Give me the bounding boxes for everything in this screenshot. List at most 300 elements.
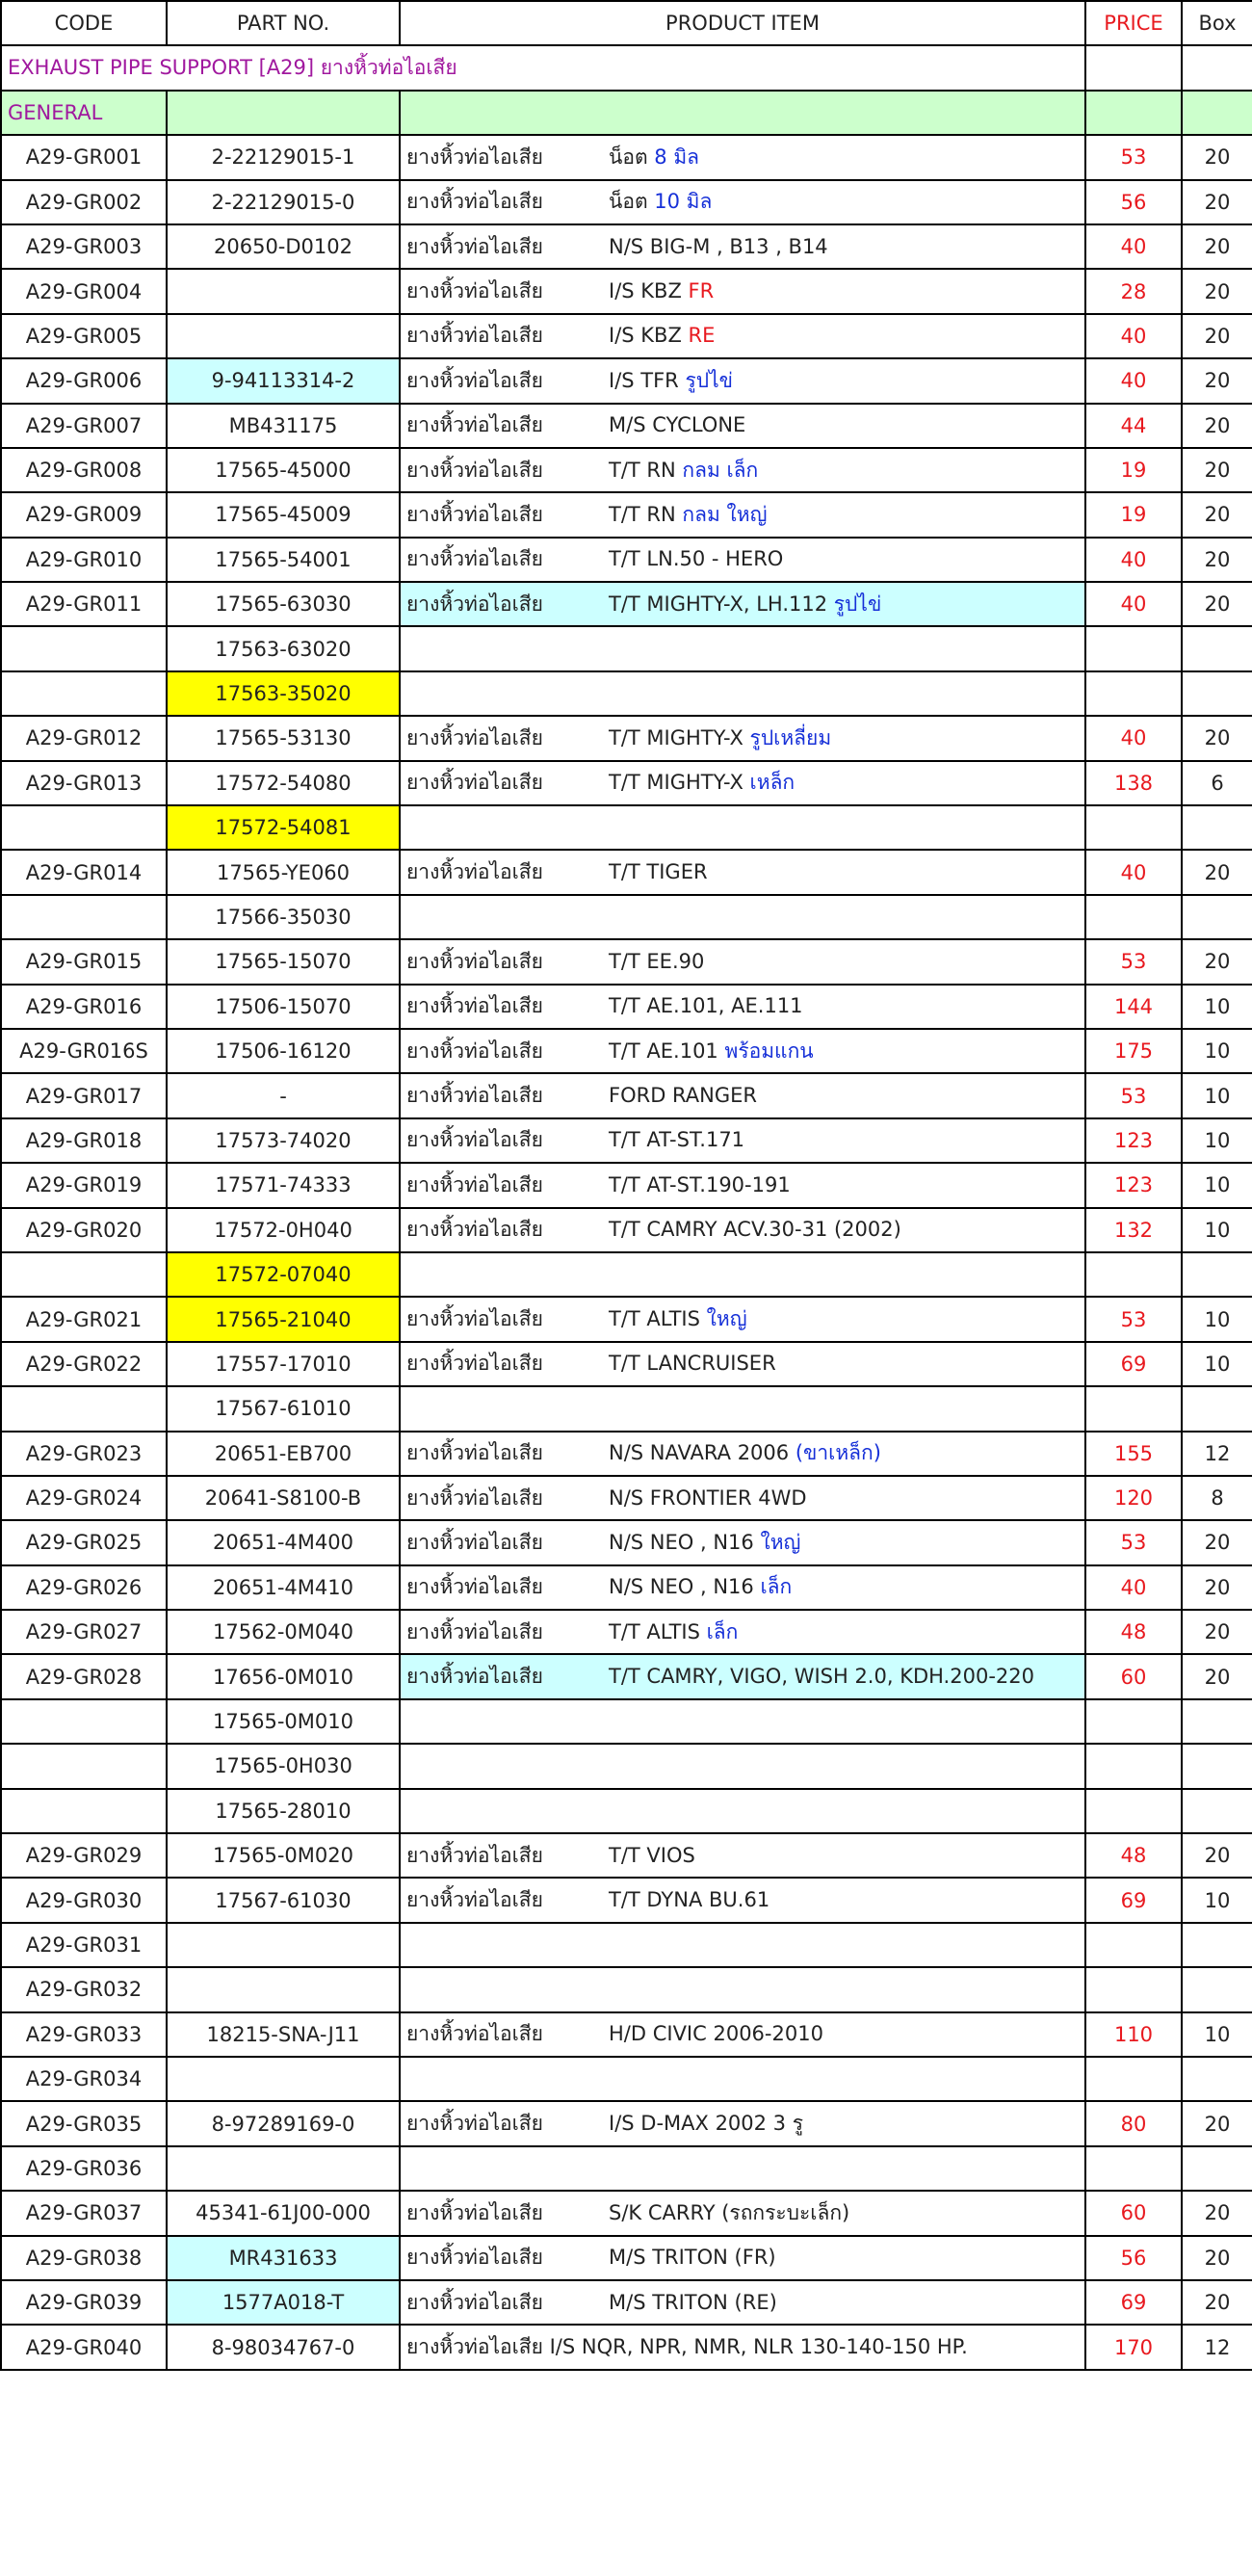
- box-cell: 20: [1182, 850, 1252, 894]
- price-cell: 170: [1085, 2325, 1182, 2369]
- box-cell: [1182, 626, 1252, 670]
- description-text: S/K CARRY (รถกระบะเล็ก): [609, 2200, 850, 2224]
- product-description: [609, 1352, 776, 1375]
- product-name: ยางหิ้วท่อไอเสีย: [406, 2022, 543, 2046]
- table-row: [1, 1654, 1252, 1698]
- product-description: [609, 499, 767, 531]
- part-no-cell: 17565-28010: [167, 1789, 400, 1833]
- code-cell: A29-GR030: [1, 1878, 167, 1922]
- product-item-cell: [400, 1386, 1085, 1431]
- table-row: [1, 1565, 1252, 1610]
- table-row: [1, 1923, 1252, 1967]
- price-cell: 48: [1085, 1610, 1182, 1654]
- code-cell: [1, 805, 167, 850]
- box-cell: [1182, 1967, 1252, 2011]
- part-no-cell: 17565-45009: [167, 492, 400, 537]
- box-cell: [1182, 1252, 1252, 1297]
- price-cell: 40: [1085, 224, 1182, 269]
- product-description: [609, 1888, 769, 1911]
- price-cell: 40: [1085, 358, 1182, 403]
- group-empty-cell: [167, 91, 400, 135]
- product-description: [609, 365, 733, 397]
- code-cell: [1, 1252, 167, 1297]
- price-cell: 155: [1085, 1432, 1182, 1476]
- box-cell: 20: [1182, 1654, 1252, 1698]
- part-no-cell: [167, 269, 400, 313]
- code-cell: A29-GR028: [1, 1654, 167, 1698]
- code-cell: A29-GR031: [1, 1923, 167, 1967]
- product-item-cell: [400, 180, 1085, 224]
- description-text: N/S NAVARA 2006: [609, 1441, 796, 1465]
- table-row: [1, 448, 1252, 492]
- part-no-cell: 17565-0M020: [167, 1833, 400, 1878]
- table-row: [1, 1744, 1252, 1788]
- description-text: T/T MIGHTY-X: [609, 771, 750, 795]
- part-no-cell: 17567-61010: [167, 1386, 400, 1431]
- description-highlight: FR: [688, 279, 715, 303]
- product-name: ยางหิ้วท่อไอเสีย: [406, 324, 543, 348]
- product-item-cell: [400, 1252, 1085, 1297]
- product-item-cell: [400, 1789, 1085, 1833]
- product-description: [609, 1844, 695, 1867]
- box-cell: [1182, 1744, 1252, 1788]
- product-description: [609, 1084, 757, 1107]
- box-cell: 20: [1182, 1565, 1252, 1610]
- code-cell: A29-GR026: [1, 1565, 167, 1610]
- price-cell: 69: [1085, 1878, 1182, 1922]
- product-description: [609, 2108, 803, 2140]
- product-item-cell: [400, 1878, 1085, 1922]
- product-item-cell: [400, 716, 1085, 760]
- box-cell: 20: [1182, 1610, 1252, 1654]
- table-row: [1, 2280, 1252, 2325]
- table-row: [1, 1208, 1252, 1252]
- product-item-cell: [400, 135, 1085, 179]
- table-row: [1, 1878, 1252, 1922]
- product-description: [609, 994, 803, 1017]
- table-row: [1, 224, 1252, 269]
- product-item-cell: [400, 582, 1085, 626]
- part-no-cell: 17572-07040: [167, 1252, 400, 1297]
- code-cell: [1, 1744, 167, 1788]
- product-name: ยางหิ้วท่อไอเสีย: [406, 860, 543, 884]
- price-cell: 53: [1085, 939, 1182, 984]
- product-name: ยางหิ้วท่อไอเสีย: [406, 949, 543, 973]
- product-item-cell: [400, 1432, 1085, 1476]
- product-name: ยางหิ้วท่อไอเสีย: [406, 1352, 543, 1376]
- product-item-cell: [400, 1833, 1085, 1878]
- product-item-cell: [400, 671, 1085, 716]
- product-description: [550, 2335, 968, 2358]
- part-no-cell: 17562-0M040: [167, 1610, 400, 1654]
- part-no-cell: 17566-35030: [167, 895, 400, 939]
- table-row: [1, 2101, 1252, 2145]
- product-item-cell: [400, 985, 1085, 1029]
- part-no-cell: [167, 1967, 400, 2011]
- product-name: ยางหิ้วท่อไอเสีย: [406, 994, 543, 1018]
- box-cell: 20: [1182, 2191, 1252, 2235]
- table-row: [1, 2012, 1252, 2057]
- box-cell: 20: [1182, 538, 1252, 582]
- box-cell: 12: [1182, 1432, 1252, 1476]
- product-description: [609, 235, 828, 258]
- box-cell: 20: [1182, 2101, 1252, 2145]
- box-cell: 20: [1182, 582, 1252, 626]
- part-no-cell: 17567-61030: [167, 1878, 400, 1922]
- product-name: ยางหิ้วท่อไอเสีย: [406, 771, 543, 795]
- description-highlight: กลม ใหญ่: [682, 502, 768, 526]
- part-no-cell: 45341-61J00-000: [167, 2191, 400, 2235]
- product-name: ยางหิ้วท่อไอเสีย: [406, 2246, 543, 2270]
- code-cell: A29-GR019: [1, 1163, 167, 1207]
- product-name: ยางหิ้วท่อไอเสีย: [406, 502, 543, 526]
- box-cell: 6: [1182, 761, 1252, 805]
- box-cell: 10: [1182, 1073, 1252, 1117]
- section-empty-cell: [1182, 45, 1252, 90]
- description-text: T/T DYNA BU.61: [609, 1888, 770, 1912]
- price-cell: 120: [1085, 1476, 1182, 1520]
- code-cell: A29-GR017: [1, 1073, 167, 1117]
- description-text: T/T LANCRUISER: [609, 1352, 776, 1376]
- price-cell: [1085, 1252, 1182, 1297]
- box-cell: 20: [1182, 1833, 1252, 1878]
- part-no-cell: MB431175: [167, 404, 400, 448]
- code-cell: A29-GR022: [1, 1342, 167, 1386]
- part-no-cell: [167, 1923, 400, 1967]
- description-highlight: รูปเหลี่ยม: [749, 725, 832, 749]
- code-cell: A29-GR016S: [1, 1029, 167, 1073]
- product-description: [609, 1128, 744, 1151]
- product-name: ยางหิ้วท่อไอเสีย: [406, 234, 543, 258]
- product-item-cell: [400, 358, 1085, 403]
- product-description: [609, 1665, 1034, 1688]
- part-no-cell: 1577A018-T: [167, 2280, 400, 2325]
- table-row: [1, 716, 1252, 760]
- product-description: [609, 950, 704, 973]
- table-row: [1, 805, 1252, 850]
- code-cell: A29-GR033: [1, 2012, 167, 2057]
- box-cell: [1182, 895, 1252, 939]
- product-name: ยางหิ้วท่อไอเสีย: [406, 1665, 543, 1689]
- product-description: [609, 279, 714, 302]
- product-item-cell: [400, 492, 1085, 537]
- product-description: [609, 2022, 823, 2045]
- table-row: [1, 939, 1252, 984]
- description-text: N/S NEO , N16: [609, 1530, 761, 1554]
- price-cell: 60: [1085, 2191, 1182, 2235]
- box-cell: 20: [1182, 404, 1252, 448]
- product-name: ยางหิ้วท่อไอเสีย: [406, 1441, 543, 1465]
- box-cell: 12: [1182, 2325, 1252, 2369]
- box-cell: [1182, 1699, 1252, 1744]
- part-no-cell: 8-97289169-0: [167, 2101, 400, 2145]
- code-cell: A29-GR001: [1, 135, 167, 179]
- part-no-cell: 17565-21040: [167, 1297, 400, 1341]
- section-title-row: [1, 45, 1252, 90]
- product-description: [609, 1218, 901, 1241]
- product-item-cell: [400, 2146, 1085, 2191]
- price-cell: [1085, 1699, 1182, 1744]
- description-text: น็อต: [609, 145, 655, 169]
- group-title: GENERAL: [1, 91, 167, 135]
- price-cell: 138: [1085, 761, 1182, 805]
- description-text: M/S TRITON (RE): [609, 2290, 777, 2314]
- description-text: T/T MIGHTY-X, LH.112: [609, 591, 834, 616]
- description-highlight: RE: [688, 324, 716, 348]
- price-cell: [1085, 671, 1182, 716]
- product-item-cell: [400, 1163, 1085, 1207]
- code-cell: A29-GR027: [1, 1610, 167, 1654]
- code-cell: A29-GR007: [1, 404, 167, 448]
- price-cell: 53: [1085, 135, 1182, 179]
- table-row: [1, 2236, 1252, 2280]
- code-cell: A29-GR039: [1, 2280, 167, 2325]
- price-cell: 144: [1085, 985, 1182, 1029]
- table-row: [1, 626, 1252, 670]
- part-no-cell: [167, 314, 400, 358]
- box-cell: 20: [1182, 135, 1252, 179]
- product-name: ยางหิ้วท่อไอเสีย: [406, 190, 543, 214]
- product-item-cell: [400, 1610, 1085, 1654]
- description-highlight: เล็ก: [706, 1619, 739, 1643]
- product-description: [609, 1571, 792, 1603]
- product-name: ยางหิ้วท่อไอเสีย: [406, 1485, 543, 1510]
- product-item-cell: [400, 1029, 1085, 1073]
- product-name: ยางหิ้วท่อไอเสีย: [406, 1038, 543, 1063]
- product-description: [609, 547, 783, 570]
- description-highlight: เหล็ก: [749, 771, 796, 795]
- product-item-cell: [400, 1654, 1085, 1698]
- box-cell: 10: [1182, 1118, 1252, 1163]
- product-description: [609, 455, 758, 486]
- product-name: ยางหิ้วท่อไอเสีย: [406, 279, 543, 303]
- product-description: [609, 723, 831, 754]
- table-row: [1, 2191, 1252, 2235]
- code-cell: A29-GR002: [1, 180, 167, 224]
- box-cell: [1182, 805, 1252, 850]
- code-cell: [1, 1386, 167, 1431]
- product-item-cell: [400, 314, 1085, 358]
- table-row: [1, 1476, 1252, 1520]
- product-item-cell: [400, 1342, 1085, 1386]
- product-item-cell: [400, 1073, 1085, 1117]
- part-no-cell: -: [167, 1073, 400, 1117]
- price-cell: 40: [1085, 1565, 1182, 1610]
- product-name: ยางหิ้วท่อไอเสีย: [406, 725, 543, 749]
- price-cell: [1085, 1967, 1182, 2011]
- product-item-cell: [400, 1699, 1085, 1744]
- code-cell: A29-GR005: [1, 314, 167, 358]
- description-text: T/T ALTIS: [609, 1619, 707, 1643]
- table-row: [1, 314, 1252, 358]
- part-no-cell: 17565-YE060: [167, 850, 400, 894]
- part-no-cell: 2-22129015-0: [167, 180, 400, 224]
- box-cell: 10: [1182, 1878, 1252, 1922]
- price-cell: [1085, 626, 1182, 670]
- price-cell: 123: [1085, 1163, 1182, 1207]
- product-description: [609, 1173, 791, 1196]
- box-cell: 20: [1182, 448, 1252, 492]
- price-cell: 53: [1085, 1520, 1182, 1564]
- part-no-cell: 17557-17010: [167, 1342, 400, 1386]
- product-description: [609, 1617, 738, 1648]
- table-row: [1, 1789, 1252, 1833]
- description-highlight: (ขาเหล็ก): [795, 1441, 881, 1465]
- code-cell: [1, 671, 167, 716]
- table-row: [1, 135, 1252, 179]
- code-cell: A29-GR037: [1, 2191, 167, 2235]
- code-cell: A29-GR036: [1, 2146, 167, 2191]
- product-name: ยางหิ้วท่อไอเสีย: [406, 591, 543, 616]
- box-cell: 20: [1182, 224, 1252, 269]
- code-cell: A29-GR020: [1, 1208, 167, 1252]
- part-no-cell: 17506-16120: [167, 1029, 400, 1073]
- product-description: [609, 2291, 777, 2314]
- code-cell: A29-GR021: [1, 1297, 167, 1341]
- part-no-cell: 20651-4M410: [167, 1565, 400, 1610]
- description-text: น็อต: [609, 190, 655, 214]
- box-cell: 10: [1182, 1208, 1252, 1252]
- description-text: H/D CIVIC 2006-2010: [609, 2022, 823, 2046]
- box-cell: [1182, 2057, 1252, 2101]
- description-text: I/S KBZ: [609, 279, 689, 303]
- price-cell: 48: [1085, 1833, 1182, 1878]
- part-no-cell: 17572-54081: [167, 805, 400, 850]
- product-description: [609, 1036, 814, 1067]
- box-cell: 20: [1182, 1520, 1252, 1564]
- product-item-cell: [400, 1520, 1085, 1564]
- part-no-cell: 17563-63020: [167, 626, 400, 670]
- description-text: T/T AE.101, AE.111: [609, 994, 803, 1018]
- table-row: [1, 404, 1252, 448]
- box-cell: 10: [1182, 985, 1252, 1029]
- part-no-cell: 17563-35020: [167, 671, 400, 716]
- product-item-cell: [400, 895, 1085, 939]
- product-description: [609, 2197, 849, 2229]
- description-text: T/T EE.90: [609, 949, 705, 973]
- part-no-cell: 17573-74020: [167, 1118, 400, 1163]
- table-row: [1, 492, 1252, 537]
- price-cell: 110: [1085, 2012, 1182, 2057]
- price-cell: [1085, 1744, 1182, 1788]
- product-item-cell: [400, 939, 1085, 984]
- table-row: [1, 850, 1252, 894]
- column-header-product-item: PRODUCT ITEM: [400, 1, 1085, 45]
- table-row: [1, 1252, 1252, 1297]
- product-item-cell: [400, 2057, 1085, 2101]
- product-name: ยางหิ้วท่อไอเสีย: [406, 145, 543, 169]
- code-cell: A29-GR009: [1, 492, 167, 537]
- product-item-cell: [400, 404, 1085, 448]
- box-cell: 20: [1182, 716, 1252, 760]
- box-cell: 10: [1182, 1297, 1252, 1341]
- box-cell: 20: [1182, 358, 1252, 403]
- product-item-cell: [400, 1208, 1085, 1252]
- box-cell: 20: [1182, 314, 1252, 358]
- table-row: [1, 2325, 1252, 2369]
- product-name: ยางหิ้วท่อไอเสีย: [406, 1619, 543, 1643]
- product-item-cell: [400, 1565, 1085, 1610]
- description-text: T/T AT-ST.190-191: [609, 1172, 791, 1196]
- box-cell: 8: [1182, 1476, 1252, 1520]
- code-cell: A29-GR010: [1, 538, 167, 582]
- price-cell: 175: [1085, 1029, 1182, 1073]
- part-no-cell: 17565-63030: [167, 582, 400, 626]
- part-no-cell: 17506-15070: [167, 985, 400, 1029]
- code-cell: [1, 1789, 167, 1833]
- code-cell: A29-GR003: [1, 224, 167, 269]
- price-cell: [1085, 805, 1182, 850]
- part-no-cell: 9-94113314-2: [167, 358, 400, 403]
- box-cell: [1182, 1789, 1252, 1833]
- product-name: ยางหิ้วท่อไอเสีย: [406, 1218, 543, 1242]
- box-cell: 10: [1182, 1029, 1252, 1073]
- part-no-cell: 20650-D0102: [167, 224, 400, 269]
- description-text: T/T CAMRY ACV.30-31 (2002): [609, 1218, 901, 1242]
- code-cell: A29-GR024: [1, 1476, 167, 1520]
- group-empty-cell: [1085, 91, 1182, 135]
- product-name: ยางหิ้วท่อไอเสีย: [406, 458, 543, 482]
- code-cell: [1, 895, 167, 939]
- part-no-cell: 20641-S8100-B: [167, 1476, 400, 1520]
- table-row: [1, 1029, 1252, 1073]
- code-cell: [1, 626, 167, 670]
- part-no-cell: 2-22129015-1: [167, 135, 400, 179]
- product-name: ยางหิ้วท่อไอเสีย: [406, 2112, 543, 2136]
- box-cell: [1182, 1923, 1252, 1967]
- product-name: ยางหิ้วท่อไอเสีย: [406, 2200, 543, 2224]
- part-no-cell: 17565-54001: [167, 538, 400, 582]
- price-cell: [1085, 1789, 1182, 1833]
- description-text: T/T RN: [609, 502, 683, 526]
- box-cell: 20: [1182, 269, 1252, 313]
- group-empty-cell: [400, 91, 1085, 135]
- product-description: [609, 1303, 747, 1335]
- price-cell: [1085, 1923, 1182, 1967]
- part-no-cell: 17565-53130: [167, 716, 400, 760]
- price-cell: 60: [1085, 1654, 1182, 1698]
- part-no-cell: 17572-54080: [167, 761, 400, 805]
- column-header-code: CODE: [1, 1, 167, 45]
- price-cell: 80: [1085, 2101, 1182, 2145]
- box-cell: 10: [1182, 2012, 1252, 2057]
- part-no-cell: [167, 2057, 400, 2101]
- product-item-cell: [400, 1744, 1085, 1788]
- box-cell: 20: [1182, 492, 1252, 537]
- box-cell: 10: [1182, 1163, 1252, 1207]
- price-cell: [1085, 895, 1182, 939]
- part-no-cell: 17565-0H030: [167, 1744, 400, 1788]
- price-cell: [1085, 2057, 1182, 2101]
- description-highlight: ใหญ่: [706, 1307, 747, 1331]
- description-text: T/T LN.50 - HERO: [609, 547, 784, 571]
- price-cell: 40: [1085, 582, 1182, 626]
- product-description: [609, 767, 795, 799]
- table-row: [1, 582, 1252, 626]
- column-header-price: PRICE: [1085, 1, 1182, 45]
- table-row: [1, 1699, 1252, 1744]
- product-item-cell: [400, 2101, 1085, 2145]
- product-name: ยางหิ้วท่อไอเสีย: [406, 1575, 543, 1599]
- group-title-row: [1, 91, 1252, 135]
- product-item-cell: [400, 2191, 1085, 2235]
- description-highlight: 8 มิล: [654, 145, 700, 169]
- table-row: [1, 180, 1252, 224]
- code-cell: A29-GR012: [1, 716, 167, 760]
- price-cell: 40: [1085, 538, 1182, 582]
- product-description: [609, 589, 881, 620]
- product-description: [609, 186, 712, 218]
